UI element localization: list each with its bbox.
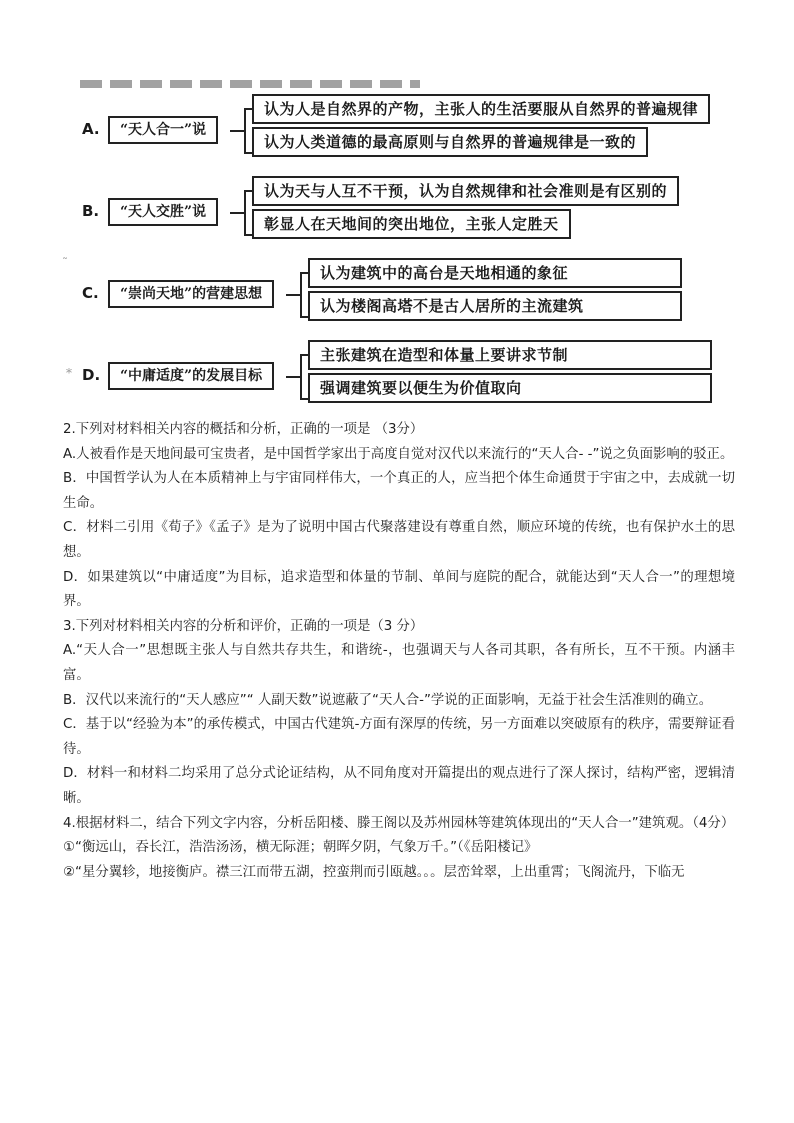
- statement-box: 认为人类道德的最高原则与自然界的普遍规律是一致的: [252, 127, 648, 157]
- answer-option: A.“天人合一”思想既主张人与自然共存共生，和谐统-，也强调天与人各司其职，各有所长，互不干预。内涵丰富。: [63, 643, 735, 683]
- connector: [244, 152, 252, 154]
- connector: [300, 354, 302, 400]
- connector: [300, 354, 308, 356]
- option-d-row: [60, 342, 740, 412]
- quote-line: ①“衡远山，吞长江，浩浩汤汤，横无际涯；朝晖夕阴，气象万千。”（《岳阳楼记》: [63, 840, 538, 856]
- connector: [230, 130, 244, 132]
- scan-mark: *: [66, 366, 72, 380]
- cropped-text-strip: [80, 80, 420, 88]
- connector: [300, 398, 308, 400]
- connector: [244, 108, 252, 110]
- question-text: [63, 418, 735, 885]
- concept-diagram: [60, 80, 740, 410]
- option-b-row: [60, 178, 740, 248]
- answer-option: B．中国哲学认为人在本质精神上与宇宙同样伟大，一个真正的人，应当把个体生命通贯于宇宙之中，去成就一切生命。: [63, 471, 735, 511]
- question-stem: 3.下列对材料相关内容的分析和评价，正确的一项是（3 分）: [63, 618, 424, 634]
- answer-option: B．汉代以来流行的“天人感应”“ 人副天数”说遮蔽了“天人合-”学说的正面影响，无益于社会生活准则的确立。: [63, 692, 713, 708]
- answer-option: D．如果建筑以“中庸适度”为目标，追求造型和体量的节制、单间与庭院的配合，就能达到“天人合一”的理想境界。: [63, 569, 735, 610]
- question-stem: 2.下列对材料相关内容的概括和分析，正确的一项是 （3分）: [63, 422, 424, 437]
- answer-option: C．基于以“经验为本”的承传模式，中国古代建筑-方面有深厚的传统，另一方面难以突破原有的秩序，需要辩证看待。: [63, 717, 735, 757]
- option-letter: D.: [82, 366, 101, 384]
- answer-option: A.人被看作是天地间最可宝贵者，是中国哲学家出于高度自觉对汉代以来流行的“天人合- -”说之负面影响的驳正。: [63, 446, 734, 462]
- statement-box: 主张建筑在造型和体量上要讲求节制: [308, 340, 712, 370]
- question-stem: 4.根据材料二，结合下列文字内容，分析岳阳楼、滕王阁以及苏州园林等建筑体现出的“天人合一”建筑观。（4分）: [63, 815, 735, 831]
- option-letter: C.: [82, 284, 99, 302]
- connector: [244, 190, 252, 192]
- concept-box: “天人合一”说: [108, 116, 218, 144]
- connector: [300, 272, 302, 318]
- connector: [244, 108, 246, 154]
- connector: [244, 190, 246, 236]
- connector: [230, 212, 244, 214]
- connector: [286, 294, 300, 296]
- option-a-row: [60, 96, 740, 166]
- statement-box: 认为天与人互不干预，认为自然规律和社会准则是有区别的: [252, 176, 679, 206]
- statement-box: 认为建筑中的高台是天地相通的象征: [308, 258, 682, 288]
- statement-box: 认为楼阁高塔不是古人居所的主流建筑: [308, 291, 682, 321]
- quote-line: ②“星分翼轸，地接衡庐。襟三江而带五湖，控蛮荆而引瓯越。。。层峦耸翠，上出重霄；飞阁流丹，下临无: [63, 864, 685, 880]
- connector: [244, 234, 252, 236]
- concept-box: “崇尚天地”的营建思想: [108, 280, 274, 308]
- option-c-row: [60, 256, 740, 330]
- concept-box: “中庸适度”的发展目标: [108, 362, 274, 390]
- connector: [300, 272, 308, 274]
- statement-box: 认为人是自然界的产物，主张人的生活要服从自然界的普遍规律: [252, 94, 710, 124]
- statement-box: 彰显人在天地间的突出地位，主张人定胜天: [252, 209, 571, 239]
- scan-mark: ˜: [62, 256, 68, 270]
- concept-box: “天人交胜”说: [108, 198, 218, 226]
- statement-box: 强调建筑要以便生为价值取向: [308, 373, 712, 403]
- connector: [286, 376, 300, 378]
- option-letter: B.: [82, 202, 100, 220]
- answer-option: C．材料二引用《荀子》《孟子》是为了说明中国古代聚落建设有尊重自然，顺应环境的传统，也有保护水土的思想。: [63, 520, 735, 560]
- answer-option: D．材料一和材料二均采用了总分式论证结构，从不同角度对开篇提出的观点进行了深人探讨，结构严密，逻辑清晰。: [63, 766, 735, 806]
- option-letter: A.: [82, 120, 100, 138]
- connector: [300, 316, 308, 318]
